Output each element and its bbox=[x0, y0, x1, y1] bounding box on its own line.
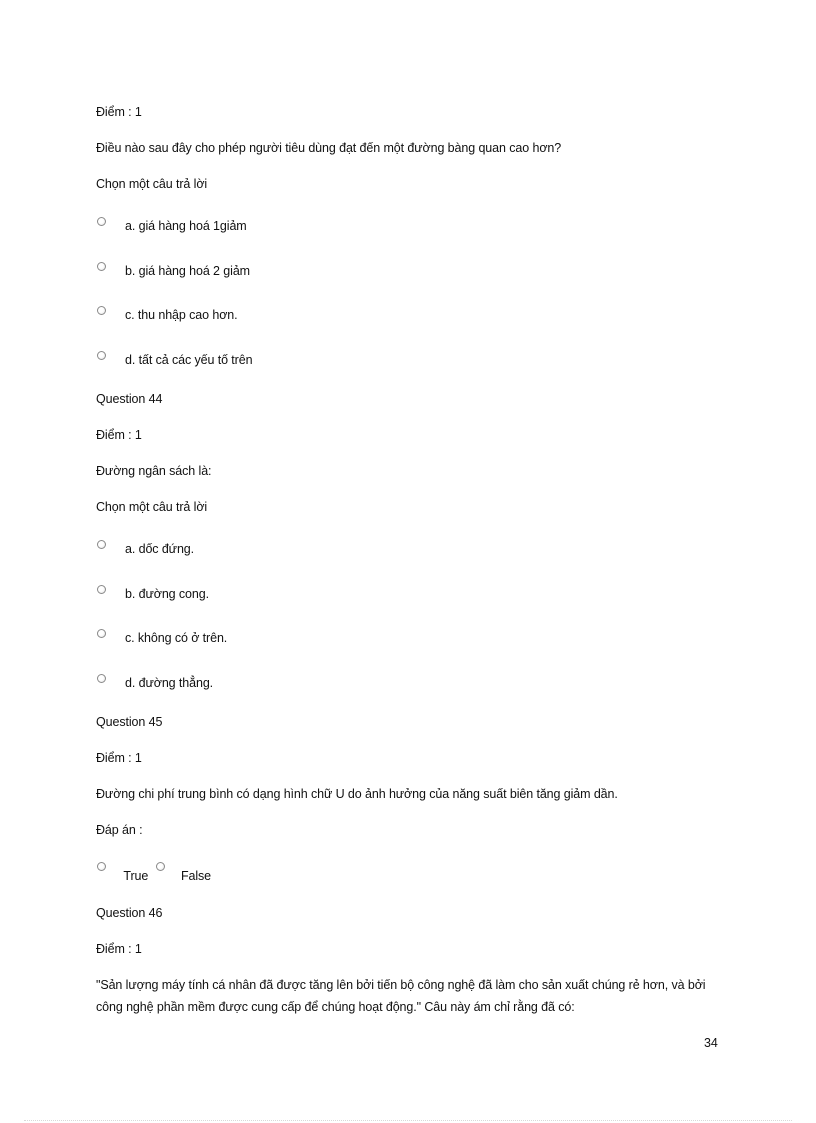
q45-question-text: Đường chi phí trung bình có dạng hình chữ U do ảnh hưởng của năng suất biên tăng giảm dần. bbox=[96, 787, 618, 801]
q45-true-false-group bbox=[97, 863, 211, 883]
true-radio-button[interactable] bbox=[97, 862, 106, 871]
q43-option-d[interactable] bbox=[97, 352, 253, 367]
option-label: a. dốc đứng. bbox=[125, 542, 195, 556]
option-label: d. tất cả các yếu tố trên bbox=[125, 353, 253, 367]
q43-option-a[interactable] bbox=[97, 218, 247, 233]
option-label: b. đường cong. bbox=[125, 587, 209, 601]
page-divider bbox=[24, 1120, 792, 1121]
option-label: c. thu nhập cao hơn. bbox=[125, 308, 238, 322]
q44-score: Điểm : 1 bbox=[96, 428, 142, 442]
radio-button[interactable] bbox=[97, 351, 106, 360]
radio-button[interactable] bbox=[97, 217, 106, 226]
q43-option-c[interactable] bbox=[97, 307, 238, 322]
false-radio-button[interactable] bbox=[156, 862, 165, 871]
q46-heading: Question 46 bbox=[96, 906, 163, 920]
q44-question-text: Đường ngân sách là: bbox=[96, 464, 212, 478]
q46-score: Điểm : 1 bbox=[96, 942, 142, 956]
q43-prompt: Chọn một câu trả lời bbox=[96, 177, 208, 191]
q45-score: Điểm : 1 bbox=[96, 751, 142, 765]
q43-score: Điểm : 1 bbox=[96, 105, 142, 119]
q44-option-b[interactable] bbox=[97, 586, 209, 601]
option-label: b. giá hàng hoá 2 giảm bbox=[125, 264, 250, 278]
q45-answer-label: Đáp án : bbox=[96, 823, 143, 837]
q43-question-text: Điều nào sau đây cho phép người tiêu dùng đạt đến một đường bàng quan cao hơn? bbox=[96, 141, 562, 155]
q44-prompt: Chọn một câu trả lời bbox=[96, 500, 208, 514]
radio-button[interactable] bbox=[97, 585, 106, 594]
radio-button[interactable] bbox=[97, 306, 106, 315]
q44-option-c[interactable] bbox=[97, 630, 228, 645]
option-label: c. không có ở trên. bbox=[125, 631, 228, 645]
option-label: a. giá hàng hoá 1giảm bbox=[125, 219, 247, 233]
q46-question-text: "Sản lượng máy tính cá nhân đã được tăng lên bởi tiến bộ công nghệ đã làm cho sản xuất chúng rẻ hơn, và bởi công nghệ phần mềm được cung cấp để chúng hoạt động." Câu này ám chỉ rằng đã có: bbox=[96, 978, 706, 1014]
option-label: d. đường thẳng. bbox=[125, 676, 214, 690]
page-number: 34 bbox=[704, 1036, 718, 1050]
radio-button[interactable] bbox=[97, 674, 106, 683]
radio-button[interactable] bbox=[97, 540, 106, 549]
q44-heading: Question 44 bbox=[96, 392, 163, 406]
q44-option-d[interactable] bbox=[97, 675, 214, 690]
radio-button[interactable] bbox=[97, 629, 106, 638]
false-label: False bbox=[180, 869, 212, 883]
true-label: True bbox=[123, 869, 149, 883]
radio-button[interactable] bbox=[97, 262, 106, 271]
q44-option-a[interactable] bbox=[97, 541, 195, 556]
q43-option-b[interactable] bbox=[97, 263, 250, 278]
q45-heading: Question 45 bbox=[96, 715, 163, 729]
